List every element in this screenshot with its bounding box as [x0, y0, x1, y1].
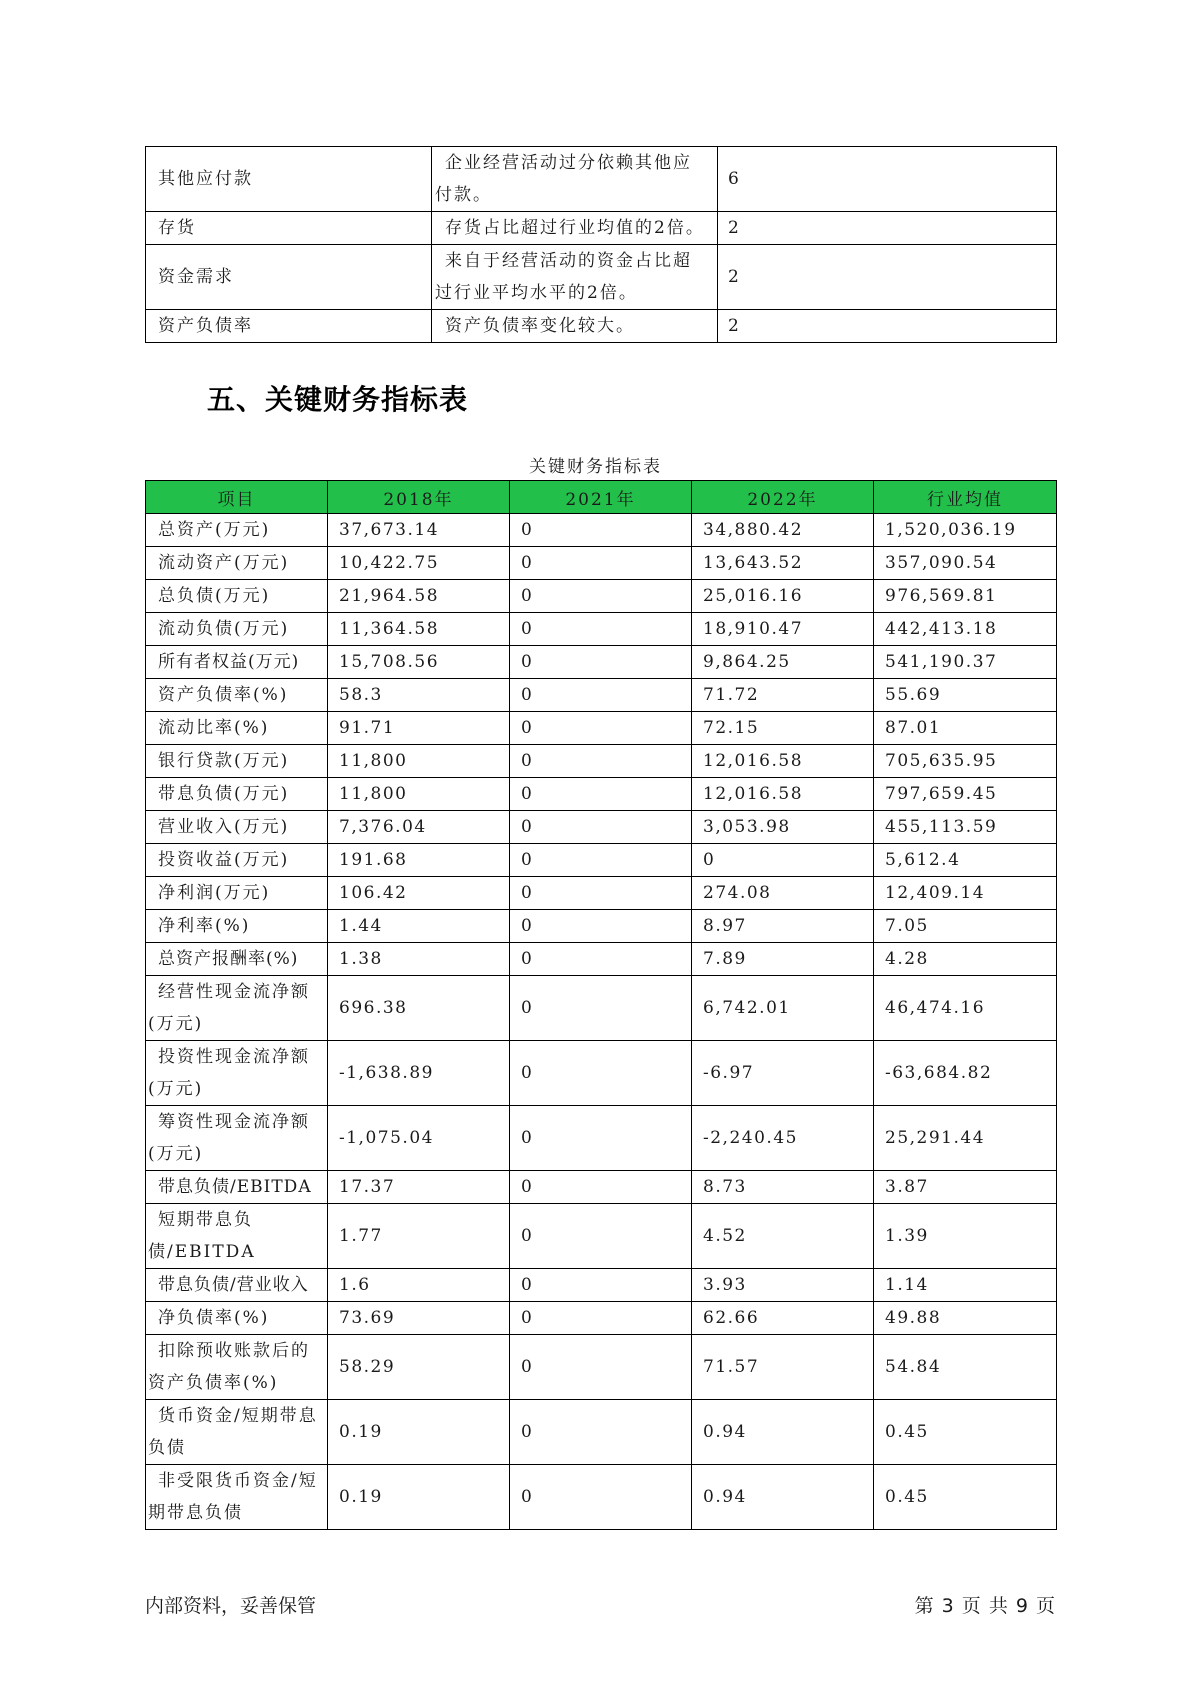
table-row — [146, 1400, 1057, 1465]
table-row — [146, 514, 1057, 547]
cell-industry: 25,291.44 — [874, 1106, 1057, 1171]
footer-confidential-note: 内部资料，妥善保管 — [145, 1595, 317, 1617]
row-label: 带息负债/EBITDA — [146, 1171, 328, 1204]
risk-item: 资产负债率 — [146, 310, 432, 343]
table-row — [146, 778, 1057, 811]
cell-2021: 0 — [510, 1171, 692, 1204]
row-label: 总资产(万元) — [146, 514, 328, 547]
cell-industry: 976,569.81 — [874, 580, 1057, 613]
table-row — [146, 1106, 1057, 1171]
cell-2022: 7.89 — [692, 943, 874, 976]
cell-2021: 0 — [510, 811, 692, 844]
table-row — [146, 679, 1057, 712]
cell-2018: 37,673.14 — [328, 514, 510, 547]
cell-2022: 3,053.98 — [692, 811, 874, 844]
table-row — [146, 712, 1057, 745]
cell-2022: 72.15 — [692, 712, 874, 745]
column-header: 项目 — [146, 481, 328, 514]
risk-score: 2 — [718, 310, 1057, 343]
cell-industry: 455,113.59 — [874, 811, 1057, 844]
cell-2021: 0 — [510, 910, 692, 943]
row-label: 扣除预收账款后的资产负债率(%) — [146, 1335, 328, 1400]
row-label: 投资性现金流净额(万元) — [146, 1041, 328, 1106]
cell-2021: 0 — [510, 514, 692, 547]
cell-industry: -63,684.82 — [874, 1041, 1057, 1106]
cell-industry: 541,190.37 — [874, 646, 1057, 679]
table-row — [146, 910, 1057, 943]
column-header: 行业均值 — [874, 481, 1057, 514]
risk-score: 6 — [718, 147, 1057, 212]
row-label: 投资收益(万元) — [146, 844, 328, 877]
row-label: 带息负债(万元) — [146, 778, 328, 811]
cell-2021: 0 — [510, 613, 692, 646]
cell-2018: 17.37 — [328, 1171, 510, 1204]
cell-industry: 49.88 — [874, 1302, 1057, 1335]
cell-industry: 12,409.14 — [874, 877, 1057, 910]
cell-2021: 0 — [510, 712, 692, 745]
cell-2022: 8.73 — [692, 1171, 874, 1204]
cell-industry: 55.69 — [874, 679, 1057, 712]
footer-page-number: 第 3 页 共 9 页 — [914, 1595, 1056, 1617]
cell-2021: 0 — [510, 646, 692, 679]
table-row — [146, 976, 1057, 1041]
cell-2018: 73.69 — [328, 1302, 510, 1335]
cell-2022: 12,016.58 — [692, 745, 874, 778]
cell-2021: 0 — [510, 1269, 692, 1302]
risk-item: 其他应付款 — [146, 147, 432, 212]
cell-2018: 91.71 — [328, 712, 510, 745]
table-row — [146, 1171, 1057, 1204]
cell-2018: 696.38 — [328, 976, 510, 1041]
cell-2018: 1.38 — [328, 943, 510, 976]
row-label: 流动比率(%) — [146, 712, 328, 745]
cell-2022: -6.97 — [692, 1041, 874, 1106]
cell-2022: 25,016.16 — [692, 580, 874, 613]
row-label: 流动负债(万元) — [146, 613, 328, 646]
table-row — [146, 877, 1057, 910]
table-row — [146, 1302, 1057, 1335]
table-row — [146, 745, 1057, 778]
risk-row — [146, 310, 1057, 343]
row-label: 流动资产(万元) — [146, 547, 328, 580]
cell-2018: 11,800 — [328, 778, 510, 811]
risk-row — [146, 147, 1057, 212]
cell-2018: 21,964.58 — [328, 580, 510, 613]
table-row — [146, 1465, 1057, 1530]
cell-industry: 4.28 — [874, 943, 1057, 976]
cell-2021: 0 — [510, 1465, 692, 1530]
cell-2018: 11,364.58 — [328, 613, 510, 646]
table-row — [146, 1204, 1057, 1269]
cell-2018: 58.29 — [328, 1335, 510, 1400]
row-label: 净利率(%) — [146, 910, 328, 943]
cell-2018: 1.6 — [328, 1269, 510, 1302]
cell-2021: 0 — [510, 679, 692, 712]
cell-2022: 8.97 — [692, 910, 874, 943]
cell-2021: 0 — [510, 778, 692, 811]
risk-item: 资金需求 — [146, 245, 432, 310]
cell-2018: 0.19 — [328, 1400, 510, 1465]
cell-2018: -1,075.04 — [328, 1106, 510, 1171]
table-row — [146, 844, 1057, 877]
risk-desc: 企业经营活动过分依赖其他应付款。 — [432, 147, 718, 212]
table-row — [146, 1269, 1057, 1302]
cell-2021: 0 — [510, 976, 692, 1041]
cell-industry: 1.39 — [874, 1204, 1057, 1269]
cell-2022: 13,643.52 — [692, 547, 874, 580]
cell-2021: 0 — [510, 580, 692, 613]
row-label: 非受限货币资金/短期带息负债 — [146, 1465, 328, 1530]
cell-2018: 15,708.56 — [328, 646, 510, 679]
cell-2021: 0 — [510, 943, 692, 976]
table-row — [146, 580, 1057, 613]
row-label: 营业收入(万元) — [146, 811, 328, 844]
cell-2022: 0.94 — [692, 1465, 874, 1530]
financial-indicators-table — [145, 480, 1057, 1530]
column-header: 2018年 — [328, 481, 510, 514]
cell-2022: 71.72 — [692, 679, 874, 712]
row-label: 筹资性现金流净额(万元) — [146, 1106, 328, 1171]
cell-industry: 3.87 — [874, 1171, 1057, 1204]
table-row — [146, 646, 1057, 679]
risk-score: 2 — [718, 245, 1057, 310]
cell-2018: 58.3 — [328, 679, 510, 712]
risk-row — [146, 245, 1057, 310]
cell-2018: 1.77 — [328, 1204, 510, 1269]
cell-2022: 71.57 — [692, 1335, 874, 1400]
row-label: 资产负债率(%) — [146, 679, 328, 712]
cell-2021: 0 — [510, 1106, 692, 1171]
cell-2018: -1,638.89 — [328, 1041, 510, 1106]
cell-2018: 11,800 — [328, 745, 510, 778]
cell-industry: 705,635.95 — [874, 745, 1057, 778]
row-label: 短期带息负债/EBITDA — [146, 1204, 328, 1269]
section-title: 五、关键财务指标表 — [207, 383, 469, 416]
table-header-row — [146, 481, 1057, 514]
cell-2021: 0 — [510, 1204, 692, 1269]
risk-desc: 来自于经营活动的资金占比超过行业平均水平的2倍。 — [432, 245, 718, 310]
column-header: 2021年 — [510, 481, 692, 514]
cell-2022: 18,910.47 — [692, 613, 874, 646]
cell-industry: 54.84 — [874, 1335, 1057, 1400]
table-row — [146, 1335, 1057, 1400]
cell-2022: 3.93 — [692, 1269, 874, 1302]
cell-2022: -2,240.45 — [692, 1106, 874, 1171]
cell-industry: 357,090.54 — [874, 547, 1057, 580]
row-label: 所有者权益(万元) — [146, 646, 328, 679]
cell-2021: 0 — [510, 1041, 692, 1106]
cell-2022: 6,742.01 — [692, 976, 874, 1041]
row-label: 经营性现金流净额(万元) — [146, 976, 328, 1041]
row-label: 总资产报酬率(%) — [146, 943, 328, 976]
cell-2018: 106.42 — [328, 877, 510, 910]
cell-2021: 0 — [510, 547, 692, 580]
cell-2018: 191.68 — [328, 844, 510, 877]
cell-2021: 0 — [510, 844, 692, 877]
risk-table — [145, 146, 1057, 343]
cell-2021: 0 — [510, 1335, 692, 1400]
cell-2022: 274.08 — [692, 877, 874, 910]
cell-2018: 0.19 — [328, 1465, 510, 1530]
cell-industry: 87.01 — [874, 712, 1057, 745]
cell-2022: 0.94 — [692, 1400, 874, 1465]
row-label: 净负债率(%) — [146, 1302, 328, 1335]
risk-score: 2 — [718, 212, 1057, 245]
cell-industry: 0.45 — [874, 1400, 1057, 1465]
cell-industry: 7.05 — [874, 910, 1057, 943]
cell-industry: 0.45 — [874, 1465, 1057, 1530]
risk-row — [146, 212, 1057, 245]
cell-2018: 10,422.75 — [328, 547, 510, 580]
cell-2022: 62.66 — [692, 1302, 874, 1335]
cell-industry: 1,520,036.19 — [874, 514, 1057, 547]
cell-industry: 1.14 — [874, 1269, 1057, 1302]
table-row — [146, 943, 1057, 976]
cell-2022: 34,880.42 — [692, 514, 874, 547]
risk-item: 存货 — [146, 212, 432, 245]
cell-2018: 7,376.04 — [328, 811, 510, 844]
table-row — [146, 547, 1057, 580]
cell-industry: 5,612.4 — [874, 844, 1057, 877]
row-label: 货币资金/短期带息负债 — [146, 1400, 328, 1465]
cell-2022: 0 — [692, 844, 874, 877]
cell-2021: 0 — [510, 1302, 692, 1335]
cell-2021: 0 — [510, 877, 692, 910]
cell-2021: 0 — [510, 745, 692, 778]
cell-industry: 46,474.16 — [874, 976, 1057, 1041]
table-row — [146, 1041, 1057, 1106]
column-header: 2022年 — [692, 481, 874, 514]
cell-2022: 4.52 — [692, 1204, 874, 1269]
cell-2018: 1.44 — [328, 910, 510, 943]
cell-industry: 797,659.45 — [874, 778, 1057, 811]
cell-2022: 9,864.25 — [692, 646, 874, 679]
cell-2021: 0 — [510, 1400, 692, 1465]
row-label: 总负债(万元) — [146, 580, 328, 613]
risk-desc: 存货占比超过行业均值的2倍。 — [432, 212, 718, 245]
table-row — [146, 613, 1057, 646]
risk-desc: 资产负债率变化较大。 — [432, 310, 718, 343]
table-row — [146, 811, 1057, 844]
cell-2022: 12,016.58 — [692, 778, 874, 811]
row-label: 带息负债/营业收入 — [146, 1269, 328, 1302]
table-caption: 关键财务指标表 — [529, 457, 662, 477]
row-label: 银行贷款(万元) — [146, 745, 328, 778]
row-label: 净利润(万元) — [146, 877, 328, 910]
cell-industry: 442,413.18 — [874, 613, 1057, 646]
